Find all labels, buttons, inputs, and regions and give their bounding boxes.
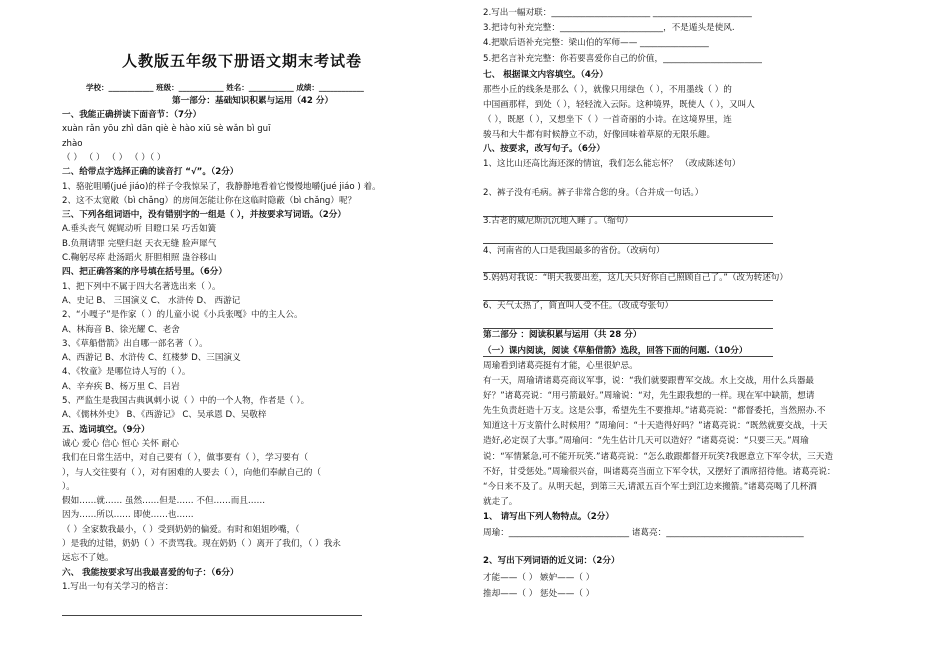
left-line-32: 六、 我能按要求写出我最喜爱的句子：（6分） xyxy=(62,567,239,578)
left-line-7: 三、下列各组词语中，没有错别字的一组是（ ），并按要求写词语。（2分） xyxy=(62,210,346,221)
left-line-20: 5、严监生是我国古典讽刺小说（ ）中的一个人物，作者是（ ）。 xyxy=(62,396,310,406)
right-line-30: 2、写出下列词语的近义词：（2分） xyxy=(483,556,620,566)
right-line-26: “今日来不及了。从明天起，到第三天,请派五百个军士到江边来搬箭。”诸葛亮喝了几杯酒 xyxy=(483,482,817,492)
left-line-15: A、林海音 B、徐光耀 C、老舍 xyxy=(62,324,180,335)
answer-line xyxy=(483,300,773,301)
left-line-17: A、西游记 B、水浒传 C、红楼梦 D、三国演义 xyxy=(62,353,241,364)
right-line-5: 那些小丘的线条是那么（ ），就像只用绿色（ ），不用墨线（ ）的 xyxy=(483,85,732,95)
right-line-27: 就走了。 xyxy=(483,497,518,507)
part1-heading: 第一部分：基础知识积累与运用（42 分） xyxy=(172,96,334,106)
answer-line xyxy=(62,615,362,616)
right-line-20: 好？”诸葛亮说：“用弓箭最好。”周瑜说：“对，先生跟我想的一样。现在军中缺箭，想请 xyxy=(483,391,815,401)
left-line-2: zhào xyxy=(62,138,83,149)
left-line-19: A、辛弃疾 B、杨万里 C、吕岩 xyxy=(62,381,180,392)
right-line-19: 有一天，周瑜请诸葛亮商议军事，说：“我们就要跟曹军交战。水上交战，用什么兵器最 xyxy=(483,376,815,386)
answer-line xyxy=(483,272,773,273)
left-line-14: 2、“小嘎子”是作家（ ）的儿童小说《小兵张嘎》中的主人公。 xyxy=(62,310,303,321)
left-line-24: 我们在日常生活中，对自己要有（ ），做事要有（ ），学习要有（ xyxy=(62,453,309,464)
left-line-0: 一、我能正确拼读下面音节：（7分） xyxy=(62,110,202,120)
left-line-27: 假如……就…… 虽然……但是…… 不但……而且…… xyxy=(62,496,266,507)
left-line-29: （ ）全家数我最小，（ ）受到奶奶的偏爱。有时和姐姐吵嘴，（ xyxy=(62,524,300,535)
right-line-21: 先生负责赶造十万支。这是公事，希望先生不要推却。”诸葛亮说：“都督委托，当然照办.不 xyxy=(483,406,826,416)
right-line-1: 3.把诗句补充完整：________________________，不是遁头是使风. xyxy=(483,23,735,33)
page-title: 人教版五年级下册语文期末考试卷 xyxy=(122,52,363,70)
left-line-10: C.鞠躬尽瘁 赴汤蹈火 肝胆相照 蛊谷移山 xyxy=(62,253,217,263)
left-line-11: 四、把正确答案的序号填在括号里。（6分） xyxy=(62,267,227,278)
right-line-13: 4、河南省的人口是我国最多的省份。（改病句） xyxy=(483,246,665,256)
right-line-18: 周瑜看到诸葛亮挺有才能，心里很妒忌。 xyxy=(483,361,638,371)
right-line-11: 2、裤子没有毛病。裤子非常合您的身。（合并成一句话。） xyxy=(483,188,704,198)
left-line-33: 1.写出一句有关学习的格言： xyxy=(62,581,174,592)
right-line-4: 七、 根据课文内容填空。（4分） xyxy=(483,70,608,80)
left-line-31: 远忘不了她。 xyxy=(62,553,114,564)
answer-line xyxy=(483,216,773,217)
right-line-8: 骏马和大牛都有时候静立不动，好像回味着草原的无限乐趣。 xyxy=(483,130,716,140)
left-line-30: ）是我的过错，奶奶（ ）不责骂我。现在奶奶（ ）离开了我们，（ ）我永 xyxy=(62,539,341,549)
left-line-28: 因为……所以…… 即使……也…… xyxy=(62,510,194,521)
answer-line xyxy=(483,243,773,244)
right-line-24: 说：“军情紧急,可不能开玩笑.”诸葛亮说：“怎么敢跟都督开玩笑?我愿意立下军令状，三天造 xyxy=(483,452,833,462)
right-line-25: 不好，甘受惩处。”周瑜很兴奋，叫诸葛亮当面立下军令状，又摆好了酒席招待他。诸葛亮说： xyxy=(483,467,836,477)
right-line-15: 6、天气太热了，简直叫人受不住。（改成夸张句） xyxy=(483,301,674,311)
left-line-9: B.负荆请罪 完壁归赵 天衣无缝 脸声犀气 xyxy=(62,238,217,249)
left-line-3: （ ） （ ） （ ） （ ）（ ） xyxy=(62,152,166,163)
left-line-13: A、史记 B、 三国演义 C、 水浒传 D、 西游记 xyxy=(62,295,241,306)
right-line-3: 5.把名言补充完整：你若要喜爱你自己的价值，_______________________ xyxy=(483,54,762,64)
left-line-21: A、《儒林外史》 B、《西游记》 C、吴承恩 D、吴敬梓 xyxy=(62,410,267,421)
left-line-23: 诚心 爱心 信心 恒心 关怀 耐心 xyxy=(62,438,179,449)
left-line-1: xuàn rǎn yōu zhì dān qiè è hào xiū sè wǎn bì guī xyxy=(62,124,271,135)
right-line-10: 1、这比山还高比海还深的情谊，我们怎么能忘怀？ （改成陈述句） xyxy=(483,159,741,169)
left-line-22: 五、选词填空。（9分） xyxy=(62,424,150,435)
right-line-32: 推却——（ ） 惩处——（ ） xyxy=(483,589,595,599)
left-line-18: 4、《牧童》是哪位诗人写的（ ）。 xyxy=(62,367,191,378)
left-line-4: 二、给带点字选择正确的读音打 “√”。（2分） xyxy=(62,167,239,178)
answer-line xyxy=(483,356,773,357)
right-line-31: 才能——（ ） 嫉妒——（ ） xyxy=(483,573,595,583)
right-line-0: 2.写出一幅对联：_______________________ _______________________ xyxy=(483,8,752,18)
left-line-25: ），与人交往要有（ ），对有困难的人要去（ ），向他们奉献自己的（ xyxy=(62,467,321,478)
answer-line xyxy=(483,328,773,329)
right-line-22: 知道这十万支箭什么时候用？”周瑜问：“十天造得好吗？”诸葛亮说：“既然就要交战，十天 xyxy=(483,421,828,431)
right-line-23: 造好,必定误了大事。”周瑜问：“先生估计几天可以造好？”诸葛亮说：“只要三天。”周瑜 xyxy=(483,436,809,446)
right-line-14: 5.妈妈对我说：“明天我要出差，这几天只好你自己照顾自己了。”（改为转述句） xyxy=(483,273,788,283)
left-line-5: 1、骆驼咀嚼(jué jiáo)的样子令我惊呆了，我静静地看着它慢慢地嚼(jué jiáo ) 着。 xyxy=(62,181,381,192)
right-line-6: 中国画那样，到处（ ），轻轻流入云际。这种境界，既使人（ ），又叫人 xyxy=(483,100,755,110)
left-line-8: A.垂头丧气 娓娓动听 目瞪口呆 巧舌如簧 xyxy=(62,224,217,235)
right-line-16: 第二部分 ：阅读积累与运用（共 28 分） xyxy=(483,330,642,340)
right-line-28: 1、 请写出下列人物特点。（2分） xyxy=(483,512,614,522)
student-info-line: 学校：____________ 班级：____________ 姓名：____________ 成绩：____________ xyxy=(86,83,364,92)
right-line-9: 八、按要求，改写句子。（6分） xyxy=(483,144,605,154)
right-line-7: （ ），既愿（ ），又想坐下（ ）一首奇丽的小诗。在这境界里，连 xyxy=(483,115,732,125)
left-line-26: ）。 xyxy=(62,481,75,492)
left-line-12: 1、把下列中不属于四大名著选出来（ ）。 xyxy=(62,281,221,292)
left-line-6: 2、这不太宽敞（bì chǎng）的房间怎能让你在这临时隐蔽（bì chǎng）呢？ xyxy=(62,195,357,206)
right-line-2: 4.把歇后语补充完整：梁山伯的军师—— ________________ xyxy=(483,38,709,48)
right-line-12: 3.古老的威尼斯沉沉地入睡了。（缩句） xyxy=(483,216,633,226)
left-line-16: 3、《草船借箭》出自哪一部名著（ ）。 xyxy=(62,338,208,349)
right-line-29: 周瑜：____________________________ 诸葛亮：________________________________ xyxy=(483,528,804,538)
right-line-17: （一）课内阅读，阅读《草船借箭》选段，回答下面的问题.（10分） xyxy=(483,346,748,356)
